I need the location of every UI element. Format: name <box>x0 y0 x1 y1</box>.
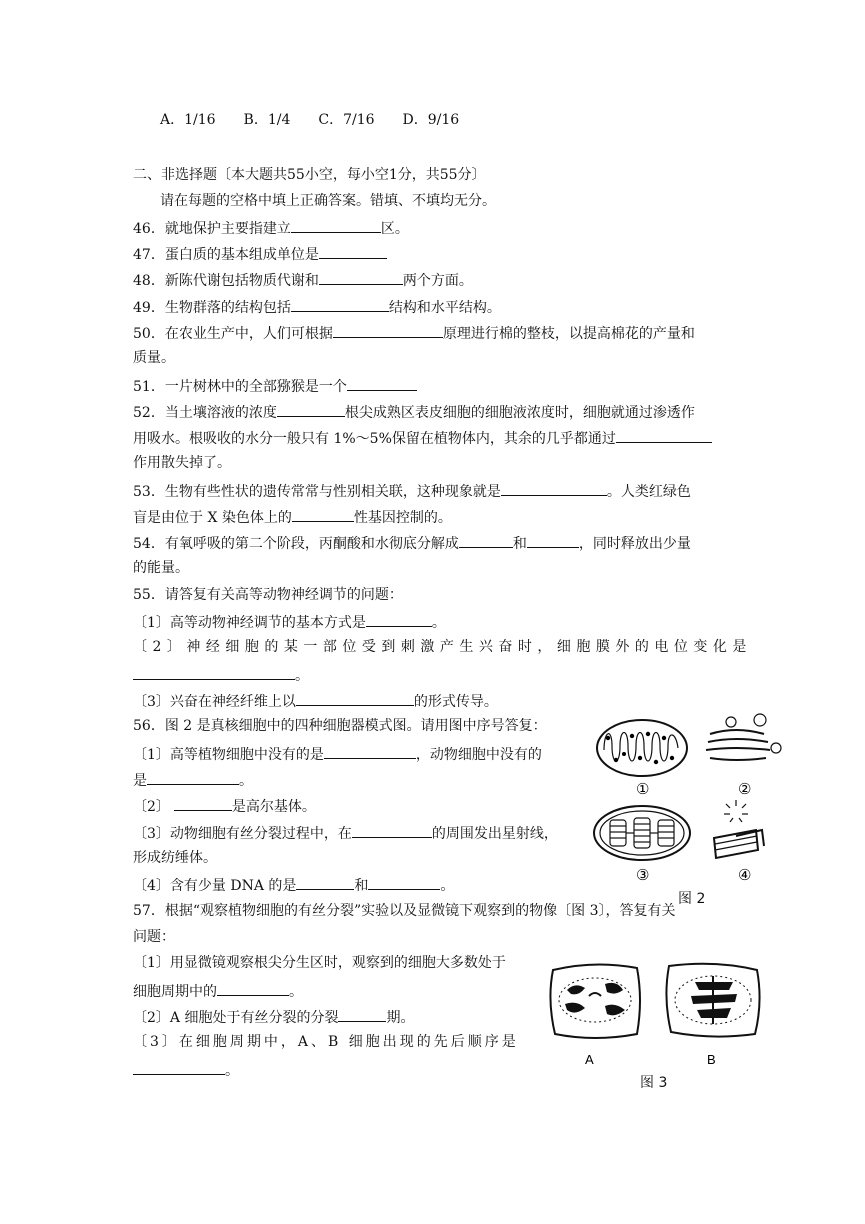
q56-s1-mid: ，动物细胞中没有的 <box>415 747 542 763</box>
q57-s3-end: 。 <box>225 1063 239 1079</box>
q55-s3-end: 的形式传导。 <box>413 694 498 710</box>
q57-sub2 <box>133 1006 414 1028</box>
q55-sub2-line2 <box>133 664 309 686</box>
q56-s1-end: 。 <box>239 773 253 789</box>
answer-blank[interactable] <box>133 1059 225 1075</box>
question-47 <box>133 243 387 265</box>
q57-sub1-line2 <box>133 980 303 1002</box>
choices-line: A．1/16 B．1/4 C．7/16 D．9/16 <box>160 112 460 128</box>
q56-s4-text: 〔4〕含有少量 DNA 的是 <box>133 878 297 894</box>
section-title: 二、非选择题〔本大题共55小空，每小空1分，共55分〕 <box>133 167 486 183</box>
q56-s3-mid: 的周围发出星射线， <box>431 826 558 842</box>
q57-s2-end: 期。 <box>386 1010 415 1026</box>
answer-blank[interactable] <box>368 874 440 890</box>
fig2-label-3: ③ <box>636 866 650 884</box>
answer-blank[interactable] <box>347 375 417 391</box>
q56-s2-text: 〔2〕 <box>133 799 170 815</box>
answer-blank[interactable] <box>459 532 513 548</box>
q52-text: 52．当土壤溶液的浓度 <box>133 405 277 421</box>
q54-text: 54．有氧呼吸的第二个阶段，丙酮酸和水彻底分解成 <box>133 536 459 552</box>
q55-sub2: 〔2〕神经细胞的某一部位受到刺激产生兴奋时，细胞膜外的电位变化是 <box>133 639 752 655</box>
q49-text: 49．生物群落的结构包括 <box>133 300 291 316</box>
q50-text-cont: 质量。 <box>133 350 175 366</box>
q52-text-mid: 根尖成熟区表皮细胞的细胞液浓度时，细胞就通过渗透作 <box>344 405 695 421</box>
answer-blank[interactable] <box>527 532 579 548</box>
question-48 <box>133 269 473 291</box>
answer-blank[interactable] <box>616 427 712 443</box>
q54-text-mid: ，同时释放出少量 <box>578 536 691 552</box>
question-57: 57．根据“观察植物细胞的有丝分裂”实验以及显微镜下观察到的物像〔图 3〕，答复有关 <box>133 903 676 919</box>
chloroplast-icon <box>594 806 690 860</box>
q56-s3-cont: 形成纺缍体。 <box>133 850 217 866</box>
q57-s1-cont: 细胞周期中的 <box>133 984 217 1000</box>
q50-text: 50．在农业生产中，人们可根据 <box>133 326 333 342</box>
figure-3-mitosis <box>545 960 770 1070</box>
golgi-icon <box>706 714 781 760</box>
fig2-label-1: ① <box>636 780 650 798</box>
q52-text-end: 作用散失掉了。 <box>133 455 231 471</box>
q56-sub2 <box>133 795 316 817</box>
fig3-label-a: A <box>585 1052 594 1067</box>
instruction: 请在每题的空格中填上正确答案。错填、不填均无分。 <box>160 193 496 209</box>
answer-blank[interactable] <box>217 980 289 996</box>
question-49 <box>133 296 501 318</box>
answer-blank[interactable] <box>277 401 345 417</box>
fig3-label-b: B <box>707 1052 716 1067</box>
question-50 <box>133 322 695 344</box>
q56-s4-and: 和 <box>354 878 369 894</box>
answer-blank[interactable] <box>366 611 432 627</box>
question-52 <box>133 401 695 423</box>
q57-sub3: 〔3〕在细胞周期中，A、B 细胞出现的先后顺序是 <box>133 1034 519 1050</box>
answer-blank[interactable] <box>296 690 414 706</box>
figure-2-organelles <box>586 708 786 903</box>
q57-s1-end: 。 <box>289 984 303 1000</box>
q56-s1-cont: 是 <box>133 773 147 789</box>
q55-s3-text: 〔3〕兴奋在神经纤维上以 <box>133 694 296 710</box>
answer-blank[interactable] <box>147 769 239 785</box>
answer-blank[interactable] <box>292 506 354 522</box>
figure-3-caption: 图 3 <box>640 1075 668 1091</box>
question-55: 55．请答复有关高等动物神经调节的问题： <box>133 587 403 603</box>
q46-text: 46．就地保护主要指建立 <box>133 221 291 237</box>
answer-blank[interactable] <box>352 822 432 838</box>
q50-text-mid: 原理进行棉的整枝，以提高棉花的产量和 <box>442 326 695 342</box>
q56-s2-end: 是高尔基体。 <box>231 799 316 815</box>
q52-line2 <box>133 427 712 449</box>
q57-sub1: 〔1〕用显微镜观察根尖分生区时，观察到的细胞大多数处于 <box>133 955 506 971</box>
q53-text-cont: 盲是由位于 X 染色体上的 <box>133 510 292 526</box>
answer-blank[interactable] <box>133 664 295 680</box>
cell-b-icon <box>666 964 759 1037</box>
figure-2-caption: 图 2 <box>678 891 706 907</box>
question-51 <box>133 375 417 397</box>
q56-sub1 <box>133 743 542 765</box>
question-56: 56．图 2 是真核细胞中的四种细胞器模式图。请用图中序号答复： <box>133 718 547 734</box>
answer-blank[interactable] <box>319 243 387 259</box>
q57-stem-cont: 问题： <box>133 929 175 945</box>
q57-sub3-line2 <box>133 1059 239 1081</box>
q53-text-end: 性基因控制的。 <box>353 510 452 526</box>
q55-sub1 <box>133 611 446 633</box>
answer-blank[interactable] <box>174 795 232 811</box>
fig2-label-2: ② <box>738 780 752 798</box>
q57-s2-text: 〔2〕A 细胞处于有丝分裂的分裂 <box>133 1010 339 1026</box>
q55-s2-end: 。 <box>295 668 309 684</box>
mitochondrion-icon <box>597 720 687 776</box>
q54-text-end: 的能量。 <box>133 560 189 576</box>
q56-sub4 <box>133 874 454 896</box>
question-54 <box>133 532 691 554</box>
question-46 <box>133 217 409 239</box>
q46-text-end: 区。 <box>380 221 409 237</box>
answer-blank[interactable] <box>501 480 607 496</box>
question-53 <box>133 480 691 502</box>
centriole-icon <box>714 800 764 858</box>
q52-text-cont: 用吸水。根吸收的水分一般只有 1%～5%保留在植物体内，其余的几乎都通过 <box>133 431 616 447</box>
q53-line2 <box>133 506 452 528</box>
answer-blank[interactable] <box>338 1006 386 1022</box>
q49-text-end: 结构和水平结构。 <box>388 300 501 316</box>
q48-text: 48．新陈代谢包括物质代谢和 <box>133 273 319 289</box>
answer-blank[interactable] <box>296 874 354 890</box>
answer-blank[interactable] <box>319 269 403 285</box>
cell-a-icon <box>550 964 640 1038</box>
q56-sub1-line2 <box>133 769 253 791</box>
q56-sub3 <box>133 822 558 844</box>
answer-blank[interactable] <box>291 296 389 312</box>
q55-s1-text: 〔1〕高等动物神经调节的基本方式是 <box>133 615 366 631</box>
q55-sub3 <box>133 690 498 712</box>
q56-s3-text: 〔3〕动物细胞有丝分裂过程中，在 <box>133 826 352 842</box>
q51-text: 51．一片树林中的全部猕猴是一个 <box>133 379 347 395</box>
answer-blank[interactable] <box>324 743 416 759</box>
q48-text-end: 两个方面。 <box>402 273 473 289</box>
q47-text: 47．蛋白质的基本组成单位是 <box>133 247 319 263</box>
q53-text: 53．生物有些性状的遗传常常与性别相关联，这种现象就是 <box>133 484 501 500</box>
q55-s1-end: 。 <box>431 615 446 631</box>
q56-s4-end: 。 <box>440 878 455 894</box>
answer-blank[interactable] <box>333 322 443 338</box>
q54-text-and: 和 <box>512 536 527 552</box>
answer-blank[interactable] <box>291 217 381 233</box>
q56-s1-text: 〔1〕高等植物细胞中没有的是 <box>133 747 324 763</box>
q53-text-mid: 。人类红绿色 <box>606 484 691 500</box>
fig2-label-4: ④ <box>738 866 752 884</box>
